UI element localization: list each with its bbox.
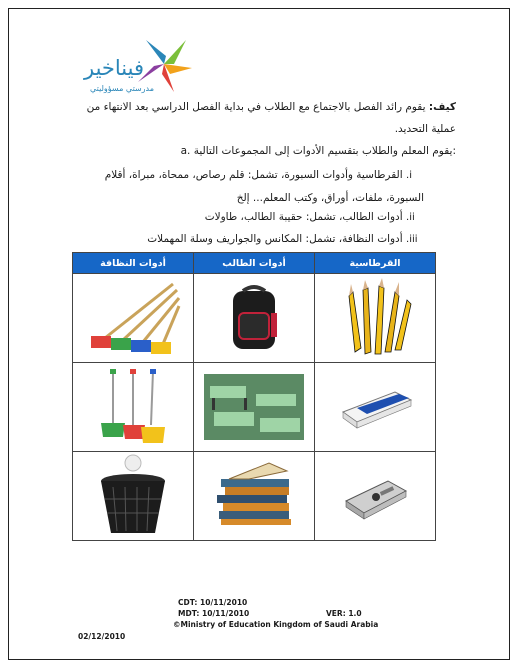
logo-tagline: مدرستي مسؤوليتي [90, 84, 155, 93]
step-a [181, 145, 456, 157]
step-a-marker: a. [180, 145, 191, 157]
backpack-icon [219, 283, 289, 353]
header-cleaning-tools: أدوات النظافة [73, 253, 194, 274]
footer-mdt: MDT: 10/11/2010 [178, 609, 250, 618]
table-row [73, 452, 436, 541]
step-a-text: يقوم المعلم والطلاب بتقسيم الأدوات إلى المجموعات التالية: [193, 145, 456, 157]
list-marker: i. [406, 170, 412, 181]
sharpener-icon [340, 471, 410, 521]
logo [84, 34, 194, 104]
footer-copyright: ©Ministry of Education Kingdom of Saudi Arabia [173, 620, 379, 629]
footer-version: VER: 1.0 [326, 609, 362, 618]
list-item [84, 164, 424, 209]
list-item [205, 206, 424, 229]
table-cell [315, 363, 436, 452]
list-continuation: السبورة، ملفات، أوراق، وكتب المعلم... إلخ [236, 192, 424, 204]
intro-text: يقوم رائد الفصل بالاجتماع مع الطلاب في بداية الفصل الدراسي بعد الانتهاء من عملية التحديد. [86, 101, 456, 135]
header-student-tools: أدوات الطالب [194, 253, 315, 274]
table-cell [194, 274, 315, 363]
table-cell [73, 452, 194, 541]
list-text: أدوات الطالب، تشمل: حقيبة الطالب، طاولات [204, 211, 403, 223]
list-text: أدوات النظافة، تشمل: المكانس والجواريف وسلة المهملات [147, 233, 403, 245]
list-marker: iii. [406, 234, 418, 245]
table-cell [73, 274, 194, 363]
list-text: القرطاسية وأدوات السبورة، تشمل: قلم رصاص، ممحاة، مبراة، أقلام [104, 169, 403, 181]
tools-table [72, 252, 436, 541]
brooms-icon [85, 280, 181, 356]
table-cell [194, 363, 315, 452]
table-cell [315, 452, 436, 541]
list-marker: ii. [406, 212, 415, 223]
table-header-row [73, 253, 436, 274]
table-row [73, 363, 436, 452]
logo-brand: فيناخير [84, 56, 145, 80]
eraser-icon [335, 382, 415, 432]
desks-icon [204, 374, 304, 440]
pencils-icon [335, 278, 415, 358]
intro-label: كيف: [428, 101, 456, 113]
table-row [73, 274, 436, 363]
intro-paragraph [76, 96, 456, 140]
list-item [147, 228, 424, 251]
footer-cdt: CDT: 10/11/2010 [178, 598, 248, 607]
table-cell [73, 363, 194, 452]
header-stationery: القرطاسية [315, 253, 436, 274]
table-cell [194, 452, 315, 541]
footer-date: 02/12/2010 [78, 632, 126, 641]
dustpans-icon [93, 367, 173, 447]
table-cell [315, 274, 436, 363]
wastebasket-icon [93, 453, 173, 539]
books-icon [209, 461, 299, 531]
